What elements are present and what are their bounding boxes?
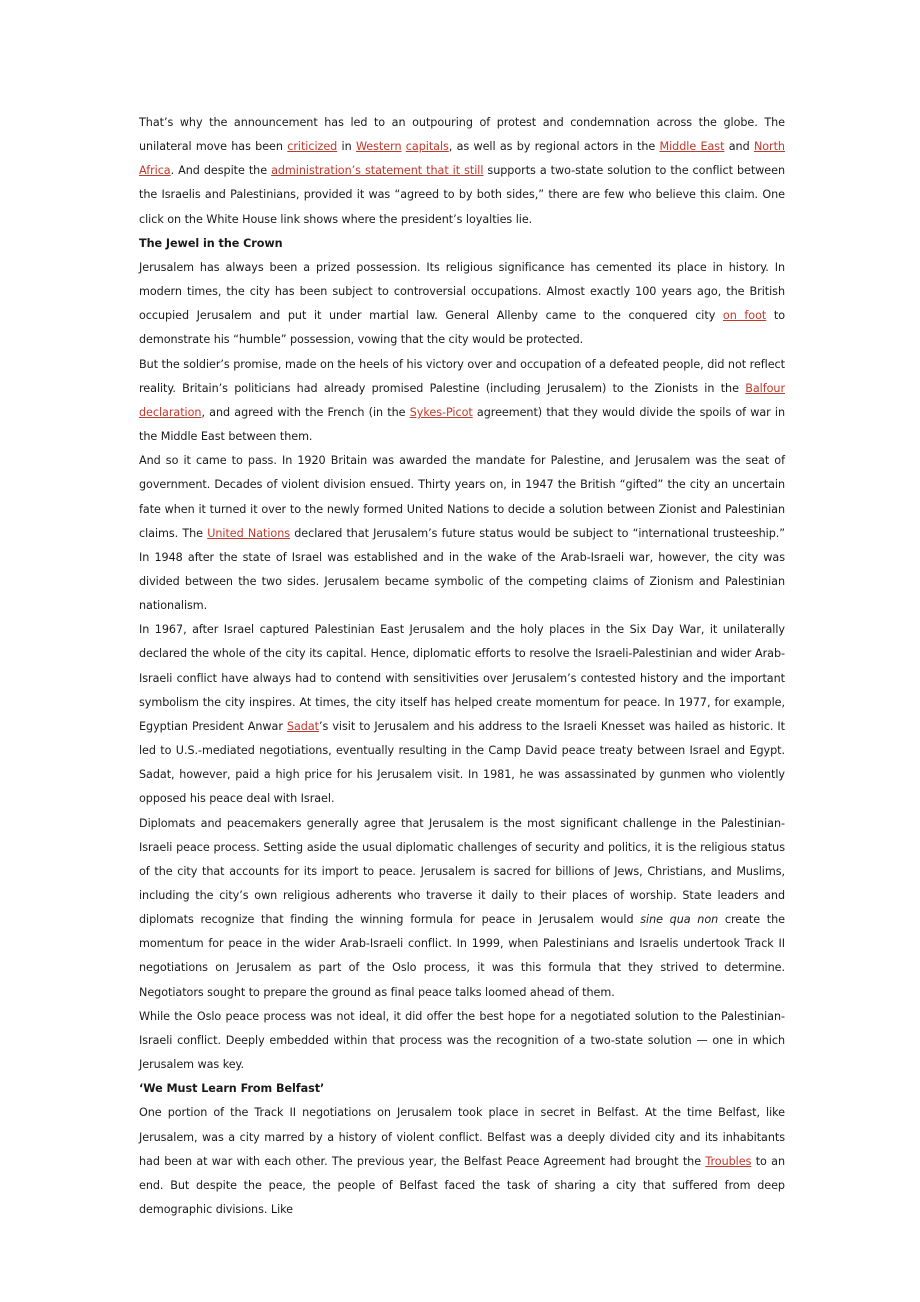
text: ’s visit to Jerusalem and his address to the Israeli Knesset was hailed as historic. It led to U.S.-mediated negotiations, eventually resulting in the Camp David peace treaty between Israel and Egypt. Sadat, however, paid a high price for his Jerusalem visit. In 1981, he was assassinated by gunmen who violently opposed his peace deal with Israel.	[139, 719, 785, 806]
link-troubles[interactable]: Troubles	[705, 1154, 752, 1168]
paragraph-1	[139, 111, 785, 232]
link-balfour-declaration[interactable]: Balfour declaration	[139, 381, 785, 419]
italic-phrase: sine qua non	[640, 913, 719, 927]
section-heading-belfast: ‘We Must Learn From Belfast’	[139, 1082, 325, 1096]
text: create the momentum for peace in the wider Arab-Israeli conflict. In 1999, when Palestinians and Israelis undertook Track II negotiations on Jerusalem as part of the Oslo process, it was this formula that they strived to determine. Negotiators sought to prepare the ground as final peace talks loomed ahead of them.	[139, 913, 785, 999]
link-capitals[interactable]: capitals	[405, 140, 449, 154]
link-western[interactable]: Western	[355, 140, 402, 154]
text: , and agreed with the French (in the	[201, 405, 410, 419]
text: declared that Jerusalem’s future status would be subject to “international trusteeship.” In 1948 after the state of Israel was established and in the wake of the Arab-Israeli war, however, the city was divided between the two sides. Jerusalem became symbolic of the competing claims of Zionism and Palestinian nationalism.	[139, 526, 785, 613]
paragraph-2	[139, 256, 785, 353]
article-body	[139, 111, 785, 1222]
text: But the soldier’s promise, made on the heels of his victory over and occupation of a defeated people, did not reflect reality. Britain’s politicians had already promised Palestine (including Jerusalem) to the Zionists in the	[139, 357, 785, 395]
link-sadat[interactable]: Sadat	[286, 719, 320, 733]
text: And so it came to pass. In 1920 Britain was awarded the mandate for Palestine, and Jerusalem was the seat of government. Decades of violent division ensued. Thirty years on, in 1947 the British “gifted” the city an uncertain fate when it turned it over to the newly formed United Nations to decide a solution between Zionist and Palestinian claims. The	[139, 454, 785, 540]
text: . And despite the	[170, 164, 272, 178]
link-united-nations[interactable]: United Nations	[207, 526, 291, 540]
text: , as well as by regional actors in the	[448, 140, 660, 154]
paragraph-5	[139, 618, 785, 811]
paragraph-6	[139, 812, 785, 1005]
text: supports a two-state solution to the conflict between the Israelis and Palestinians, provided it was “agreed to by both sides,” there are few who believe this claim. One click on the White House link shows where the president’s loyalties lie.	[139, 164, 785, 226]
paragraph-8	[139, 1101, 785, 1222]
text: to an end. But despite the peace, the people of Belfast faced the task of sharing a city that suffered from deep demographic divisions. Like	[139, 1154, 785, 1217]
text: agreement) that they would divide the spoils of war in the Middle East between them.	[139, 405, 785, 444]
paragraph-3	[139, 353, 785, 450]
link-north-africa[interactable]: North Africa	[139, 140, 785, 178]
link-on-foot[interactable]: on foot	[722, 309, 767, 323]
text: That’s why the announcement has led to an outpouring of protest and condemnation across the globe. The unilateral move has been	[139, 116, 785, 154]
text: Diplomats and peacemakers generally agree that Jerusalem is the most significant challenge in the Palestinian-Israeli peace process. Setting aside the usual diplomatic challenges of security and politics, it is the religious status of the city that accounts for its import to peace. Jerusalem is sacred for billions of Jews, Christians, and Muslims, including the city’s own religious adherents who traverse it daily to their places of worship. State leaders and diplomats recognize that finding the winning formula for peace in Jerusalem would	[139, 816, 785, 927]
paragraph-4	[139, 449, 785, 618]
link-sykes-picot[interactable]: Sykes-Picot	[409, 405, 473, 419]
text: Jerusalem has always been a prized possession. Its religious significance has cemented its place in history. In modern times, the city has been subject to controversial occupations. Almost exactly 100 years ago, the British occupied Jerusalem and put it under martial law. General Allenby came to the conquered city	[139, 260, 785, 323]
text: to demonstrate his “humble” possession, vowing that the city would be protected.	[139, 309, 786, 347]
link-criticized[interactable]: criticized	[287, 140, 338, 154]
link-middle-east[interactable]: Middle East	[659, 140, 725, 154]
section-heading-jewel: The Jewel in the Crown	[139, 236, 283, 250]
text: One portion of the Track II negotiations on Jerusalem took place in secret in Belfast. At the time Belfast, like Jerusalem, was a city marred by a history of violent conflict. Belfast was a deeply divided city and its inhabitants had been at war with each other. The previous year, the Belfast Peace Agreement had brought the	[139, 1106, 785, 1168]
text: In 1967, after Israel captured Palestinian East Jerusalem and the holy places in the Six Day War, it unilaterally declared the whole of the city its capital. Hence, diplomatic efforts to resolve the Israeli-Palestinian and wider Arab-Israeli conflict have always had to contend with sensitivities over Jerusalem’s contested history and the important symbolism the city inspires. At times, the city itself has helped create momentum for peace. In 1977, for example, Egyptian President Anwar	[139, 623, 785, 733]
text: in	[337, 140, 356, 154]
paragraph-7: While the Oslo peace process was not ideal, it did offer the best hope for a negotiated solution to the Palestinian-Israeli conflict. Deeply embedded within that process was the recognition of a two-state solution — one in which Jerusalem was key.	[139, 1009, 785, 1072]
text: and	[724, 140, 754, 154]
link-administration-statement[interactable]: administration’s statement that it still	[271, 164, 484, 178]
